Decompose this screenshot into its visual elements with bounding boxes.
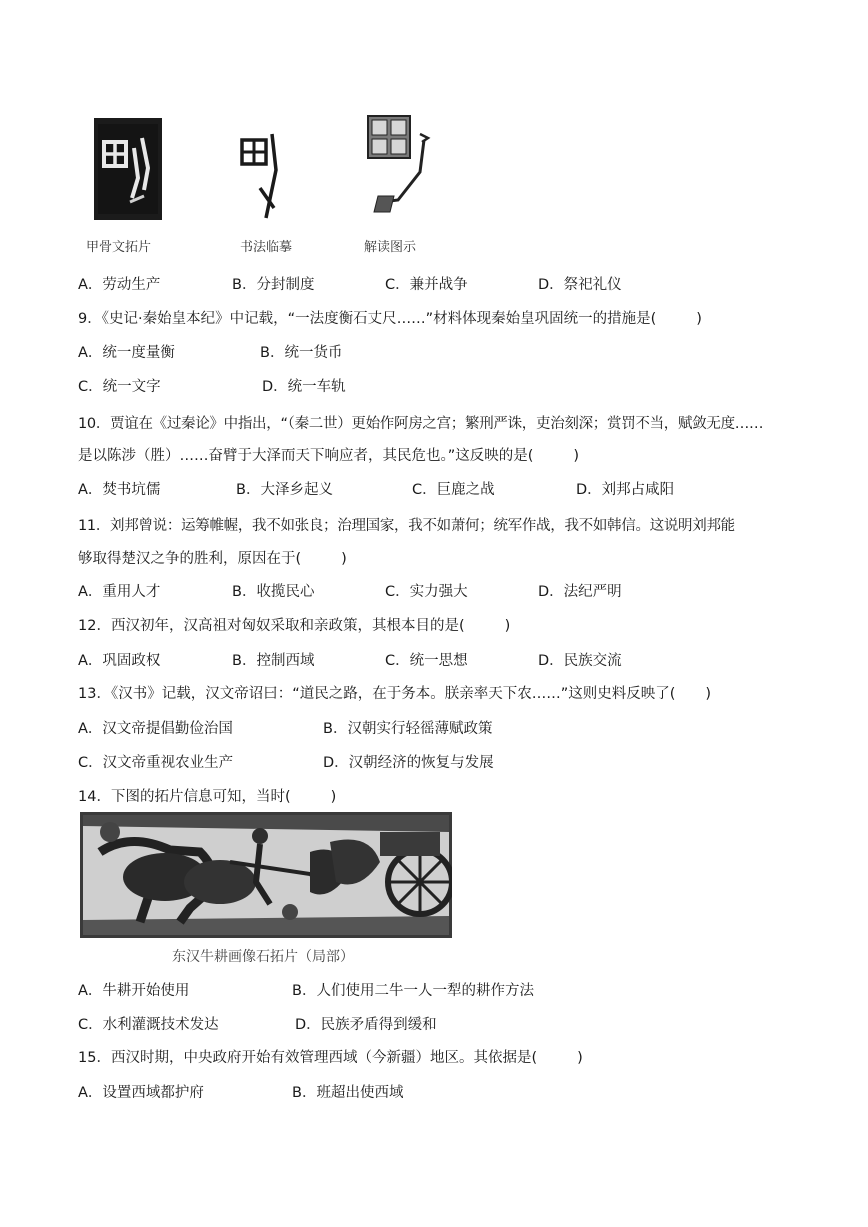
q11-stem-line2 xyxy=(78,549,347,569)
q9-stem-text: 9．《史记·秦始皇本纪》中记载，“一法度衡石丈尺……”材料体现秦始皇巩固统一的措施是( xyxy=(78,311,657,327)
q12-stem xyxy=(78,616,510,636)
q9-option-d: D．统一车轨 xyxy=(262,379,346,395)
q15-stem xyxy=(78,1048,583,1068)
q13-close-paren: ) xyxy=(705,686,712,702)
q14-close-paren: ) xyxy=(330,789,337,805)
q13-option-b: B．汉朝实行轻徭薄赋政策 xyxy=(323,721,493,737)
q14-option-a: A．牛耕开始使用 xyxy=(78,983,190,999)
q13-option-a: A．汉文帝提倡勤俭治国 xyxy=(78,721,233,737)
q10-option-a: A．焚书坑儒 xyxy=(78,482,161,498)
q14-option-d: D．民族矛盾得到缓和 xyxy=(295,1017,437,1033)
q12-option-d: D．民族交流 xyxy=(538,653,622,669)
q11-option-a: A．重用人才 xyxy=(78,584,161,600)
q14-image-caption: 东汉牛耕画像石拓片（局部） xyxy=(172,949,354,965)
q14-option-b: B．人们使用二牛一人一犁的耕作方法 xyxy=(292,983,534,999)
q12-option-c: C．统一思想 xyxy=(385,653,468,669)
q10-option-d: D．刘邦占咸阳 xyxy=(576,482,675,498)
calligraphy-copy-image xyxy=(236,130,288,222)
q8-option-a: A．劳动生产 xyxy=(78,277,161,293)
plough-diagram-image xyxy=(364,112,438,222)
q14-stem xyxy=(78,787,336,807)
q10-close-paren: ) xyxy=(573,448,580,464)
image-caption-oracle-bone: 甲骨文拓片 xyxy=(86,240,152,255)
q10-option-b: B．大泽乡起义 xyxy=(236,482,333,498)
q11-stem-line1: 11．刘邦曾说：运筹帷幄，我不如张良；治理国家，我不如萧何；统军作战，我不如韩信。这说明刘邦能 xyxy=(78,518,735,534)
oracle-bone-rubbing-image xyxy=(94,118,162,220)
q9-stem xyxy=(78,309,702,329)
q12-option-b: B．控制西域 xyxy=(232,653,315,669)
q14-stem-text: 14．下图的拓片信息可知，当时( xyxy=(78,789,291,805)
q9-option-c: C．统一文字 xyxy=(78,379,161,395)
image-caption-diagram: 解读图示 xyxy=(364,240,417,255)
q12-stem-text: 12．西汉初年，汉高祖对匈奴采取和亲政策，其根本目的是( xyxy=(78,618,465,634)
q11-option-b: B．收揽民心 xyxy=(232,584,315,600)
q9-option-a: A．统一度量衡 xyxy=(78,345,175,361)
q13-option-c: C．汉文帝重视农业生产 xyxy=(78,755,234,771)
q13-option-d: D．汉朝经济的恢复与发展 xyxy=(323,755,494,771)
q15-close-paren: ) xyxy=(577,1050,583,1066)
q12-option-a: A．巩固政权 xyxy=(78,653,161,669)
q15-stem-text: 15．西汉时期，中央政府开始有效管理西域（今新疆）地区。其依据是( xyxy=(78,1050,538,1066)
image-caption-calligraphy: 书法临摹 xyxy=(240,240,293,255)
q15-option-a: A．设置西域都护府 xyxy=(78,1085,204,1101)
q10-stem-line2 xyxy=(78,446,579,466)
q11-stem-text: 够取得楚汉之争的胜利，原因在于( xyxy=(78,551,302,567)
q13-stem xyxy=(78,684,711,704)
q10-stem-line1: 10．贾谊在《过秦论》中指出，“（秦二世）更始作阿房之宫；繁刑严诛，吏治刻深；赏罚不当，赋敛无度…… xyxy=(78,416,764,432)
q8-option-c: C．兼并战争 xyxy=(385,277,468,293)
q9-close-paren: ) xyxy=(696,311,702,327)
q10-option-c: C．巨鹿之战 xyxy=(412,482,495,498)
q10-stem-text: 是以陈涉（胜）……奋臂于大泽而天下响应者，其民危也。”这反映的是( xyxy=(78,448,534,464)
q11-close-paren: ) xyxy=(341,551,347,567)
q9-option-b: B．统一货币 xyxy=(260,345,343,361)
q15-option-b: B．班超出使西域 xyxy=(292,1085,404,1101)
q8-option-b: B．分封制度 xyxy=(232,277,315,293)
q8-option-d: D．祭祀礼仪 xyxy=(538,277,622,293)
q11-option-c: C．实力强大 xyxy=(385,584,468,600)
q14-option-c: C．水利灌溉技术发达 xyxy=(78,1017,219,1033)
q12-close-paren: ) xyxy=(504,618,511,634)
han-ox-plough-rubbing-image xyxy=(80,812,452,938)
q13-stem-text: 13．《汉书》记载，汉文帝诏曰：“道民之路，在于务本。朕亲率天下农……”这则史料反映了( xyxy=(78,686,676,702)
q11-option-d: D．法纪严明 xyxy=(538,584,622,600)
